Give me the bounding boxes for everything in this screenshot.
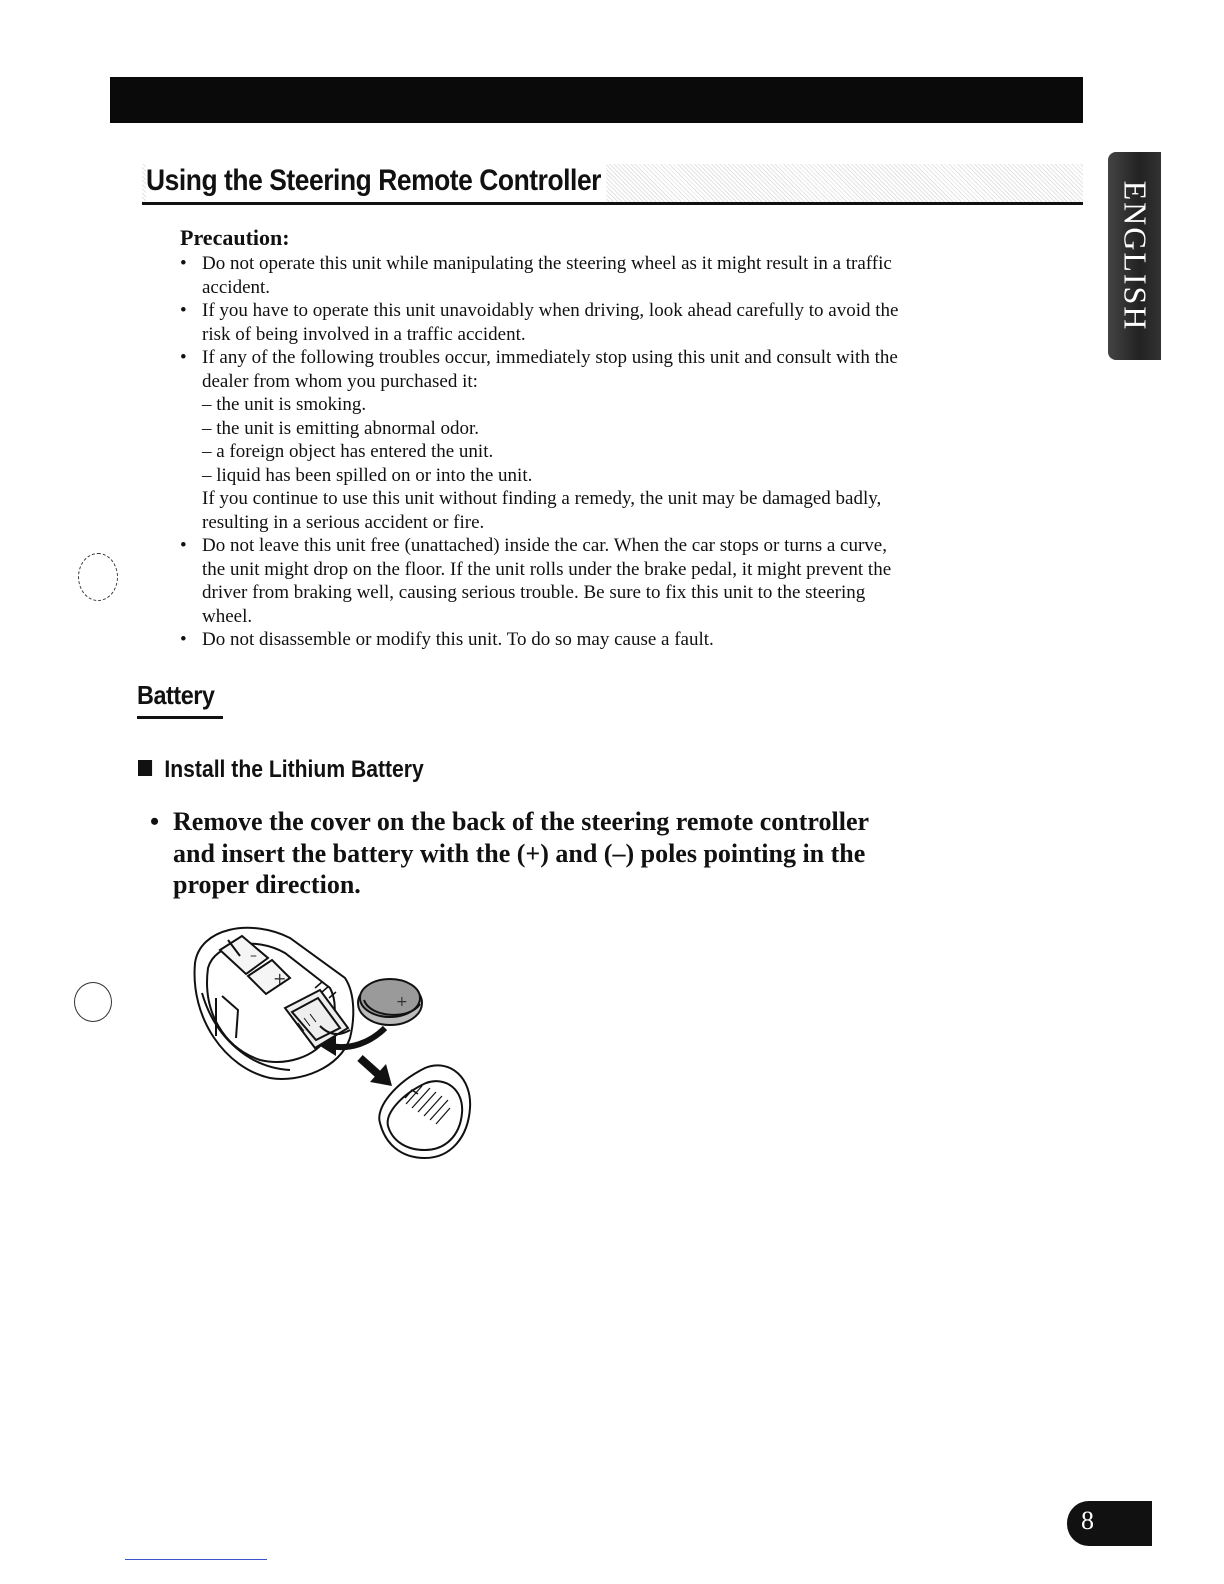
- precaution-item-text: If you have to operate this unit unavoidably when driving, look ahead carefully to avoid the risk of being involved in a traffic accident.: [202, 300, 899, 345]
- remote-battery-illustration: [180, 918, 480, 1168]
- trouble-item: – the unit is emitting abnormal odor.: [202, 417, 480, 439]
- trouble-item: – a foreign object has entered the unit.: [202, 441, 494, 462]
- bullet-icon: •: [150, 807, 160, 836]
- precaution-item-text: If any of the following troubles occur, immediately stop using this unit and consult with the dealer from whom you purchased it:: [202, 347, 898, 392]
- list-item: [180, 346, 910, 534]
- section-title: Using the Steering Remote Controller: [146, 160, 606, 202]
- battery-plus-mark: +: [396, 994, 408, 1010]
- precaution-section: [180, 224, 910, 652]
- list-item: [180, 628, 910, 652]
- list-item: [180, 534, 910, 628]
- precaution-list: [180, 252, 910, 652]
- battery-instruction-text: Remove the cover on the back of the steering remote controller and insert the battery with the (+) and (–) poles pointing in the proper direction.: [173, 807, 869, 899]
- punch-hole-mark: [78, 553, 118, 601]
- list-item: [180, 299, 910, 346]
- page-number-badge: [1067, 1501, 1152, 1546]
- battery-instruction: [150, 806, 910, 901]
- remove-arrow-icon: [360, 1058, 392, 1086]
- remote-plus-mark: +: [273, 969, 287, 988]
- remote-minus-mark: –: [250, 948, 257, 964]
- page-number: 8: [1081, 1506, 1094, 1535]
- language-tab: [1108, 152, 1161, 360]
- install-battery-heading: [138, 756, 424, 784]
- precaution-item-text: Do not leave this unit free (unattached) inside the car. When the car stops or turns a curve, the unit might drop on the floor. If the unit rolls under the brake pedal, it might prevent the driver from braking well, causing serious trouble. Be sure to fix this unit to the steering wheel.: [202, 535, 892, 627]
- precaution-item-text: Do not operate this unit while manipulating the steering wheel as it might result in a traffic accident.: [202, 253, 892, 298]
- footer-divider: [125, 1559, 267, 1560]
- language-tab-label: ENGLISH: [1117, 180, 1153, 332]
- header-black-bar: [110, 77, 1083, 123]
- battery-cover-illustration: [379, 1065, 470, 1158]
- remote-body-illustration: [195, 928, 354, 1079]
- square-bullet-icon: [138, 760, 152, 776]
- precaution-item-text: Do not disassemble or modify this unit. To do so may cause a fault.: [202, 629, 714, 650]
- trouble-item: – the unit is smoking.: [202, 394, 367, 415]
- trouble-item: – liquid has been spilled on or into the unit.: [202, 464, 533, 486]
- install-battery-heading-text: Install the Lithium Battery: [164, 756, 424, 783]
- punch-hole-mark: [74, 982, 112, 1022]
- battery-heading-underline: [137, 716, 223, 719]
- list-item: [180, 252, 910, 299]
- trouble-note: If you continue to use this unit without finding a remedy, the unit may be damaged badly, resulting in a serious accident or fire.: [202, 488, 882, 533]
- precaution-heading: Precaution:: [180, 225, 290, 250]
- battery-heading: Battery: [137, 680, 215, 710]
